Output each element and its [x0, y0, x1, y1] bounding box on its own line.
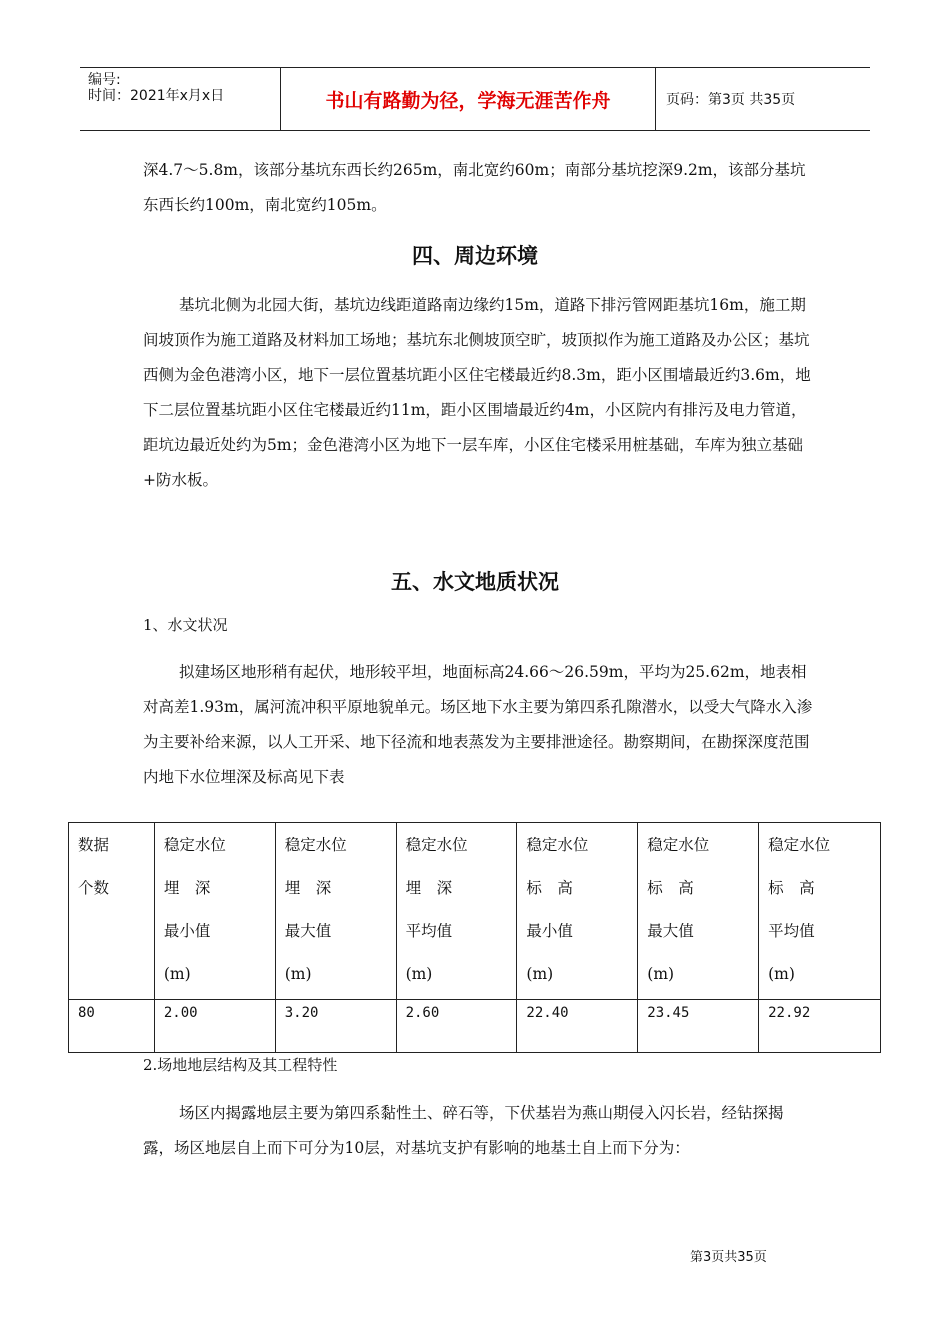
time-label: 时间：2021年x月x日: [88, 88, 225, 104]
table-cell: 23.45: [638, 1000, 759, 1053]
section5-paragraph1: 拟建场区地形稍有起伏，地形较平坦，地面标高24.66～26.59m，平均为25.62m，地表相对高差1.93m，属河流冲积平原地貌单元。场区地下水主要为第四系孔隙潜水，以受大气降水入渗为主要补给来源，以人工开采、地下径流和地表蒸发为主要排泄途径。勘察期间，在勘探深度范围内地下水位埋深及标高见下表: [143, 663, 813, 786]
header-cell: 稳定水位 标 高 最大值 (m): [638, 823, 759, 1000]
section4-paragraph: 基坑北侧为北园大街，基坑边线距道路南边缘约15m，道路下排污管网距基坑16m，施工期间坡顶作为施工道路及材料加工场地；基坑东北侧坡顶空旷，坡顶拟作为施工道路及办公区；基坑西侧为金色港湾小区，地下一层位置基坑距小区住宅楼最近约8.3m，距小区围墙最近约3.6m，地下二层位置基坑距小区住宅楼最近约11m，距小区围墙最近约4m，小区院内有排污及电力管道，距坑边最近处约为5m；金色港湾小区为地下一层车库，小区住宅楼采用桩基础，车库为独立基础+防水板。: [143, 296, 811, 489]
header-cell: 稳定水位 标 高 最小值 (m): [517, 823, 638, 1000]
table-cell: 22.92: [759, 1000, 881, 1053]
motto: 书山有路勤为径，学海无涯苦作舟: [280, 68, 656, 130]
groundwater-table: [68, 822, 881, 1053]
section5-title: 五、水文地质状况: [391, 570, 559, 594]
section4-title: 四、周边环境: [412, 244, 538, 268]
table-cell: 2.60: [396, 1000, 517, 1053]
number-label: 编号:: [88, 72, 121, 88]
section5-sub1: 1、水文状况: [143, 616, 228, 634]
header-cell: 稳定水位 埋 深 平均值 (m): [396, 823, 517, 1000]
page-footer: 第3页共35页: [690, 1250, 767, 1265]
header-cell: 稳定水位 埋 深 最小值 (m): [154, 823, 275, 1000]
page-header: [80, 67, 870, 131]
table-cell: 2.00: [154, 1000, 275, 1053]
header-cell: 稳定水位 埋 深 最大值 (m): [275, 823, 396, 1000]
section5-sub2: 2.场地地层结构及其工程特性: [143, 1056, 338, 1074]
table-row: [69, 1000, 881, 1053]
page-code: 页码：第3页 共35页: [666, 92, 796, 108]
header-cell: 数据 个数: [69, 823, 155, 1000]
table-cell: 80: [69, 1000, 155, 1053]
table-cell: 22.40: [517, 1000, 638, 1053]
intro-paragraph: 深4.7～5.8m，该部分基坑东西长约265m，南北宽约60m；南部分基坑挖深9.2m，该部分基坑东西长约100m，南北宽约105m。: [143, 161, 806, 214]
table-header-row: [69, 823, 881, 1000]
header-meta: [80, 68, 280, 130]
section5-paragraph2: 场区内揭露地层主要为第四系黏性土、碎石等，下伏基岩为燕山期侵入闪长岩，经钻探揭露，场区地层自上而下可分为10层，对基坑支护有影响的地基土自上而下分为：: [143, 1104, 784, 1157]
header-cell: 稳定水位 标 高 平均值 (m): [759, 823, 881, 1000]
table-cell: 3.20: [275, 1000, 396, 1053]
